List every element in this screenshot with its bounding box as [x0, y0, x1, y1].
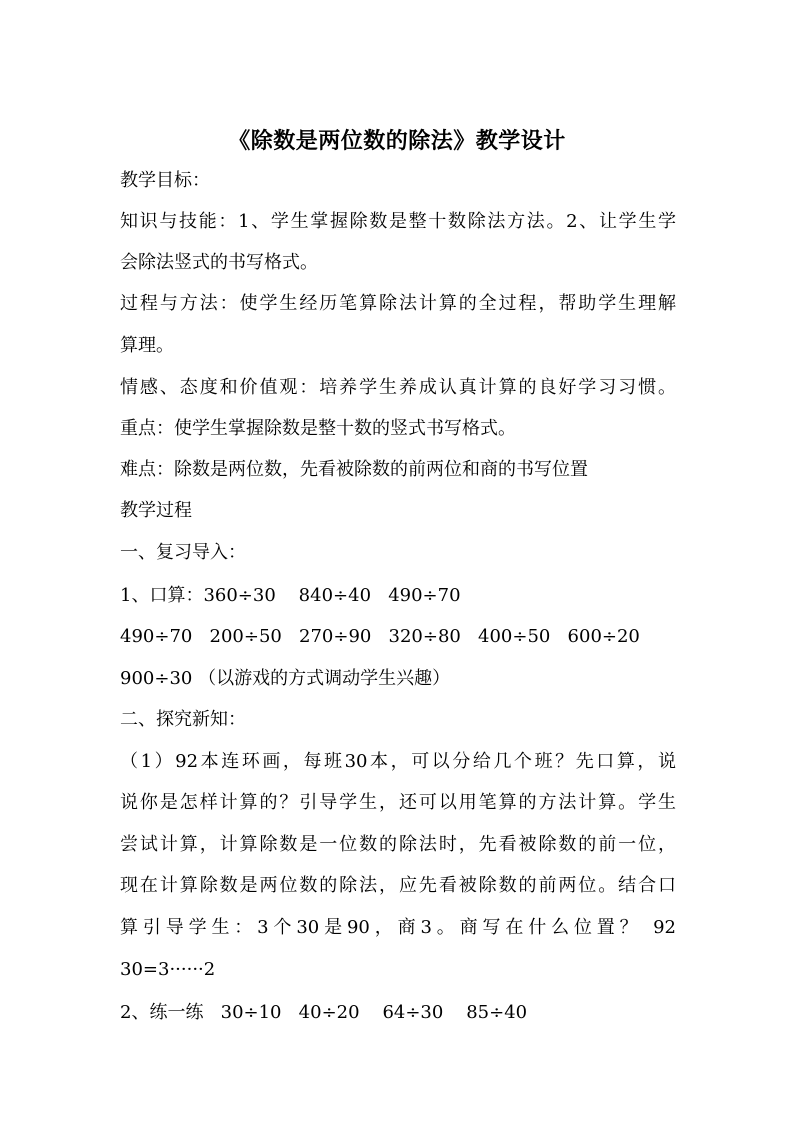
text-line: 900÷30 （以游戏的方式调动学生兴趣）: [120, 668, 451, 689]
text-line: 490÷70 200÷50 270÷90 320÷80 400÷50 600÷20: [120, 626, 640, 647]
document-title: 《除数是两位数的除法》教学设计: [228, 128, 566, 154]
text-line: 算引导学生：3个30是90，商3。商写在什么位置？ 92: [120, 917, 676, 938]
text-line: 过程与方法：使学生经历笔算除法计算的全过程，帮助学生理解: [120, 293, 676, 314]
text-line: （1）92本连环画，每班30本，可以分给几个班？先口算，说: [120, 751, 676, 772]
text-line: 一、复习导入：: [120, 542, 246, 563]
text-line: 教学目标：: [120, 170, 210, 191]
text-line: 二、探究新知：: [120, 709, 246, 730]
text-line: 情感、态度和价值观：培养学生养成认真计算的良好学习习惯。: [120, 377, 676, 398]
text-line: 说你是怎样计算的？引导学生，还可以用笔算的方法计算。学生: [120, 792, 676, 813]
text-line: 算理。: [120, 335, 174, 356]
text-line: 知识与技能：1、学生掌握除数是整十数除法方法。2、让学生学: [120, 211, 676, 232]
text-line: 重点：使学生掌握除数是整十数的竖式书写格式。: [120, 418, 516, 439]
text-line: 尝试计算，计算除数是一位数的除法时，先看被除数的前一位，: [120, 834, 676, 855]
text-line: 会除法竖式的书写格式。: [120, 252, 318, 273]
text-line: 1、口算：360÷30 840÷40 490÷70: [120, 585, 461, 606]
text-line: 2、练一练 30÷10 40÷20 64÷30 85÷40: [120, 1002, 528, 1023]
text-line: 教学过程: [120, 500, 192, 521]
text-line: 难点：除数是两位数，先看被除数的前两位和商的书写位置: [120, 459, 588, 480]
text-line: 30=3······2: [120, 959, 216, 980]
text-line: 现在计算除数是两位数的除法，应先看被除数的前两位。结合口: [120, 875, 676, 896]
